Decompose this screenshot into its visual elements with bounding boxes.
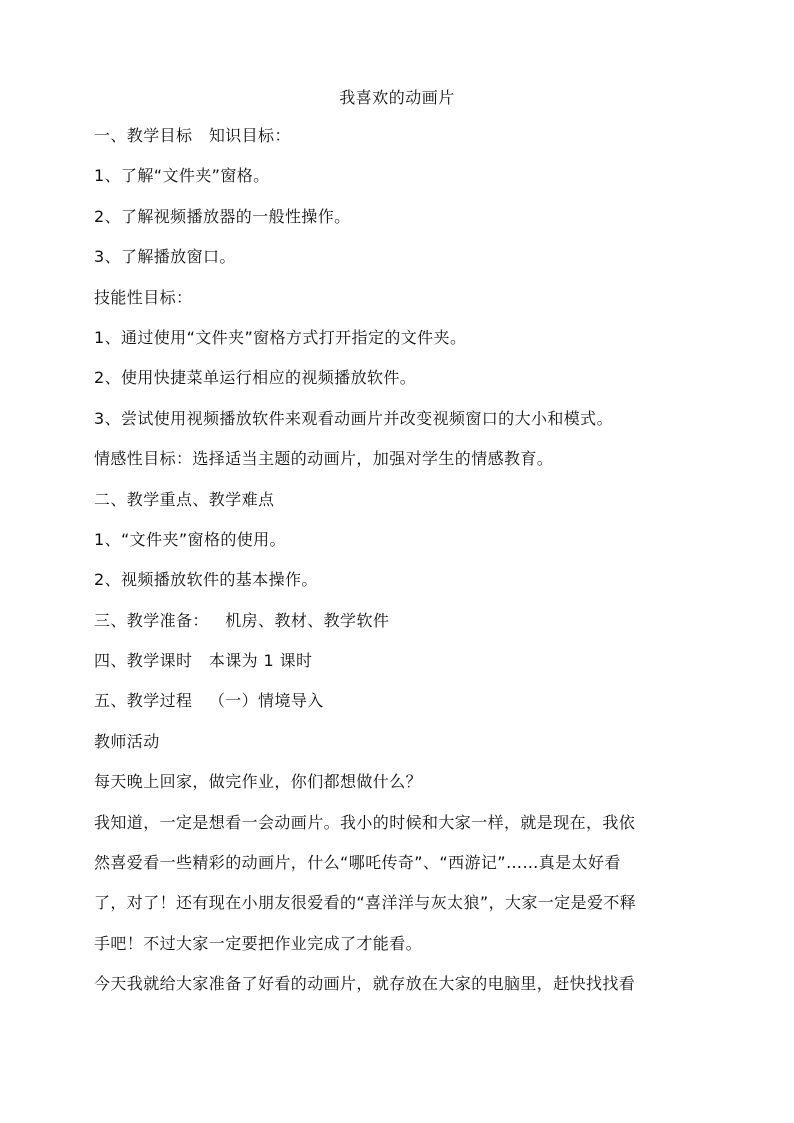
paragraph-line: 了，对了！还有现在小朋友很爱看的“喜洋洋与灰太狼”，大家一定是爱不释 xyxy=(94,893,637,913)
key-point-1: 1、“文件夹”窗格的使用。 xyxy=(94,529,286,549)
knowledge-goal-2: 2、了解视频播放器的一般性操作。 xyxy=(94,206,351,226)
document-title: 我喜欢的动画片 xyxy=(339,88,455,107)
teacher-activity-heading: 教师活动 xyxy=(94,731,160,751)
skill-goal-3: 3、尝试使用视频播放软件来观看动画片并改变视频窗口的大小和模式。 xyxy=(94,408,613,428)
paragraph-line: 每天晚上回家，做完作业，你们都想做什么？ xyxy=(94,772,423,792)
process-heading: 五、教学过程 （一）情境导入 xyxy=(94,691,324,711)
emotional-goal: 情感性目标：选择适当主题的动画片，加强对学生的情感教育。 xyxy=(94,449,554,469)
paragraph-line: 今天我就给大家准备了好看的动画片，就存放在大家的电脑里，赶快找找看 xyxy=(94,974,636,994)
objectives-heading: 一、教学目标 知识目标： xyxy=(94,126,291,145)
key-points-heading: 二、教学重点、教学难点 xyxy=(94,489,275,509)
skill-goal-2: 2、使用快捷菜单运行相应的视频播放软件。 xyxy=(94,368,417,388)
key-point-2: 2、视频播放软件的基本操作。 xyxy=(94,570,318,590)
preparation-line: 三、教学准备： 机房、教材、教学软件 xyxy=(94,610,390,630)
paragraph-line: 手吧！不过大家一定要把作业完成了才能看。 xyxy=(94,933,423,953)
paragraph-line: 然喜爱看一些精彩的动画片，什么“哪吒传奇”、“西游记”……真是太好看 xyxy=(94,853,621,873)
knowledge-goal-1: 1、了解“文件夹”窗格。 xyxy=(94,166,270,186)
class-hours-line: 四、教学课时 本课为 1 课时 xyxy=(94,651,313,671)
skill-goal-1: 1、通过使用“文件夹”窗格方式打开指定的文件夹。 xyxy=(94,327,467,347)
skill-goals-heading: 技能性目标： xyxy=(94,287,193,307)
document-body xyxy=(94,124,719,1013)
knowledge-goal-3: 3、了解播放窗口。 xyxy=(94,247,236,267)
paragraph-line: 我知道，一定是想看一会动画片。我小的时候和大家一样，就是现在，我依 xyxy=(94,812,636,832)
